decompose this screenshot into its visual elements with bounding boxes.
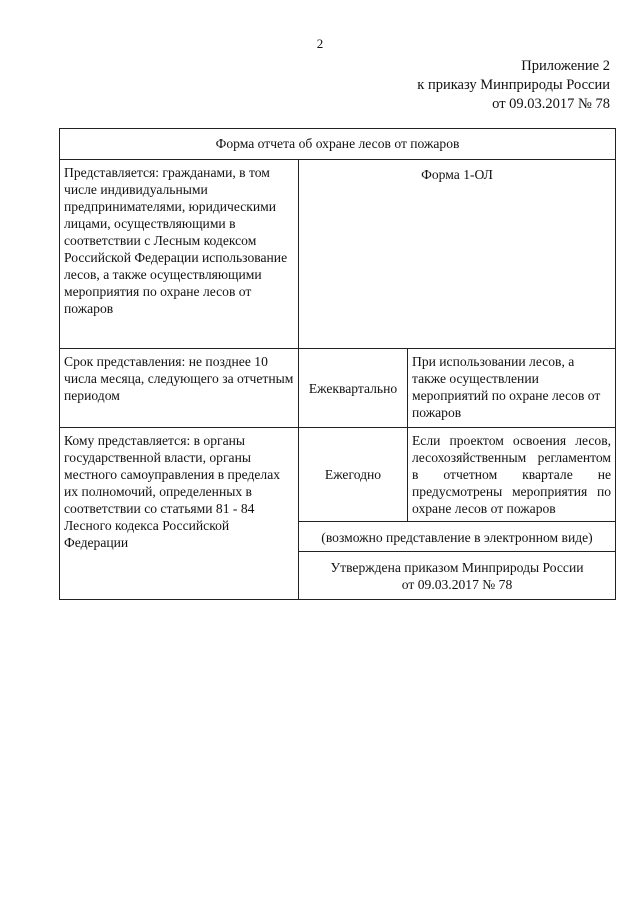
appendix-date: от 09.03.2017 № 78 [492,96,610,112]
page-number: 2 [316,36,324,51]
appendix-title: Приложение 2 [521,58,610,74]
approved-cell [299,552,616,600]
approved-date: от 09.03.2017 № 78 [401,577,513,592]
quarterly-cell: Ежеквартально [299,349,408,428]
presented-by-cell: Представляется: гражданами, в том числе индивидуальными предпринимателями, юридическими лицами, осуществляющими в соответствии с Лесным кодексом Российской Федерации использование лесов, а также осуществляющими мероприятия по охране лесов от пожаров [60,160,299,349]
recipients-cell: Кому представляется: в органы государственной власти, органы местного самоуправления в пределах их полномочий, определенных в соответствии со статьями 81 - 84 Лесного кодекса Российской Федерации [60,428,299,600]
electronic-note-cell: (возможно представление в электронном виде) [299,522,616,552]
report-form-table [59,128,616,600]
yearly-cell: Ежегодно [299,428,408,522]
form-name-cell: Форма 1-ОЛ [299,160,616,349]
appendix-order: к приказу Минприроды России [417,77,610,93]
yearly-condition-cell: Если проектом освоения лесов, лесохозяйственным регламентом в отчетном квартале не предусмотрены мероприятия по охране лесов от пожаров [408,428,616,522]
quarterly-condition-cell: При использовании лесов, а также осуществлении мероприятий по охране лесов от пожаров [408,349,616,428]
appendix-header [417,57,610,114]
approved-order: Утверждена приказом Минприроды России [330,560,584,575]
form-title: Форма отчета об охране лесов от пожаров [60,129,616,160]
deadline-cell: Срок представления: не позднее 10 числа месяца, следующего за отчетным периодом [60,349,299,428]
